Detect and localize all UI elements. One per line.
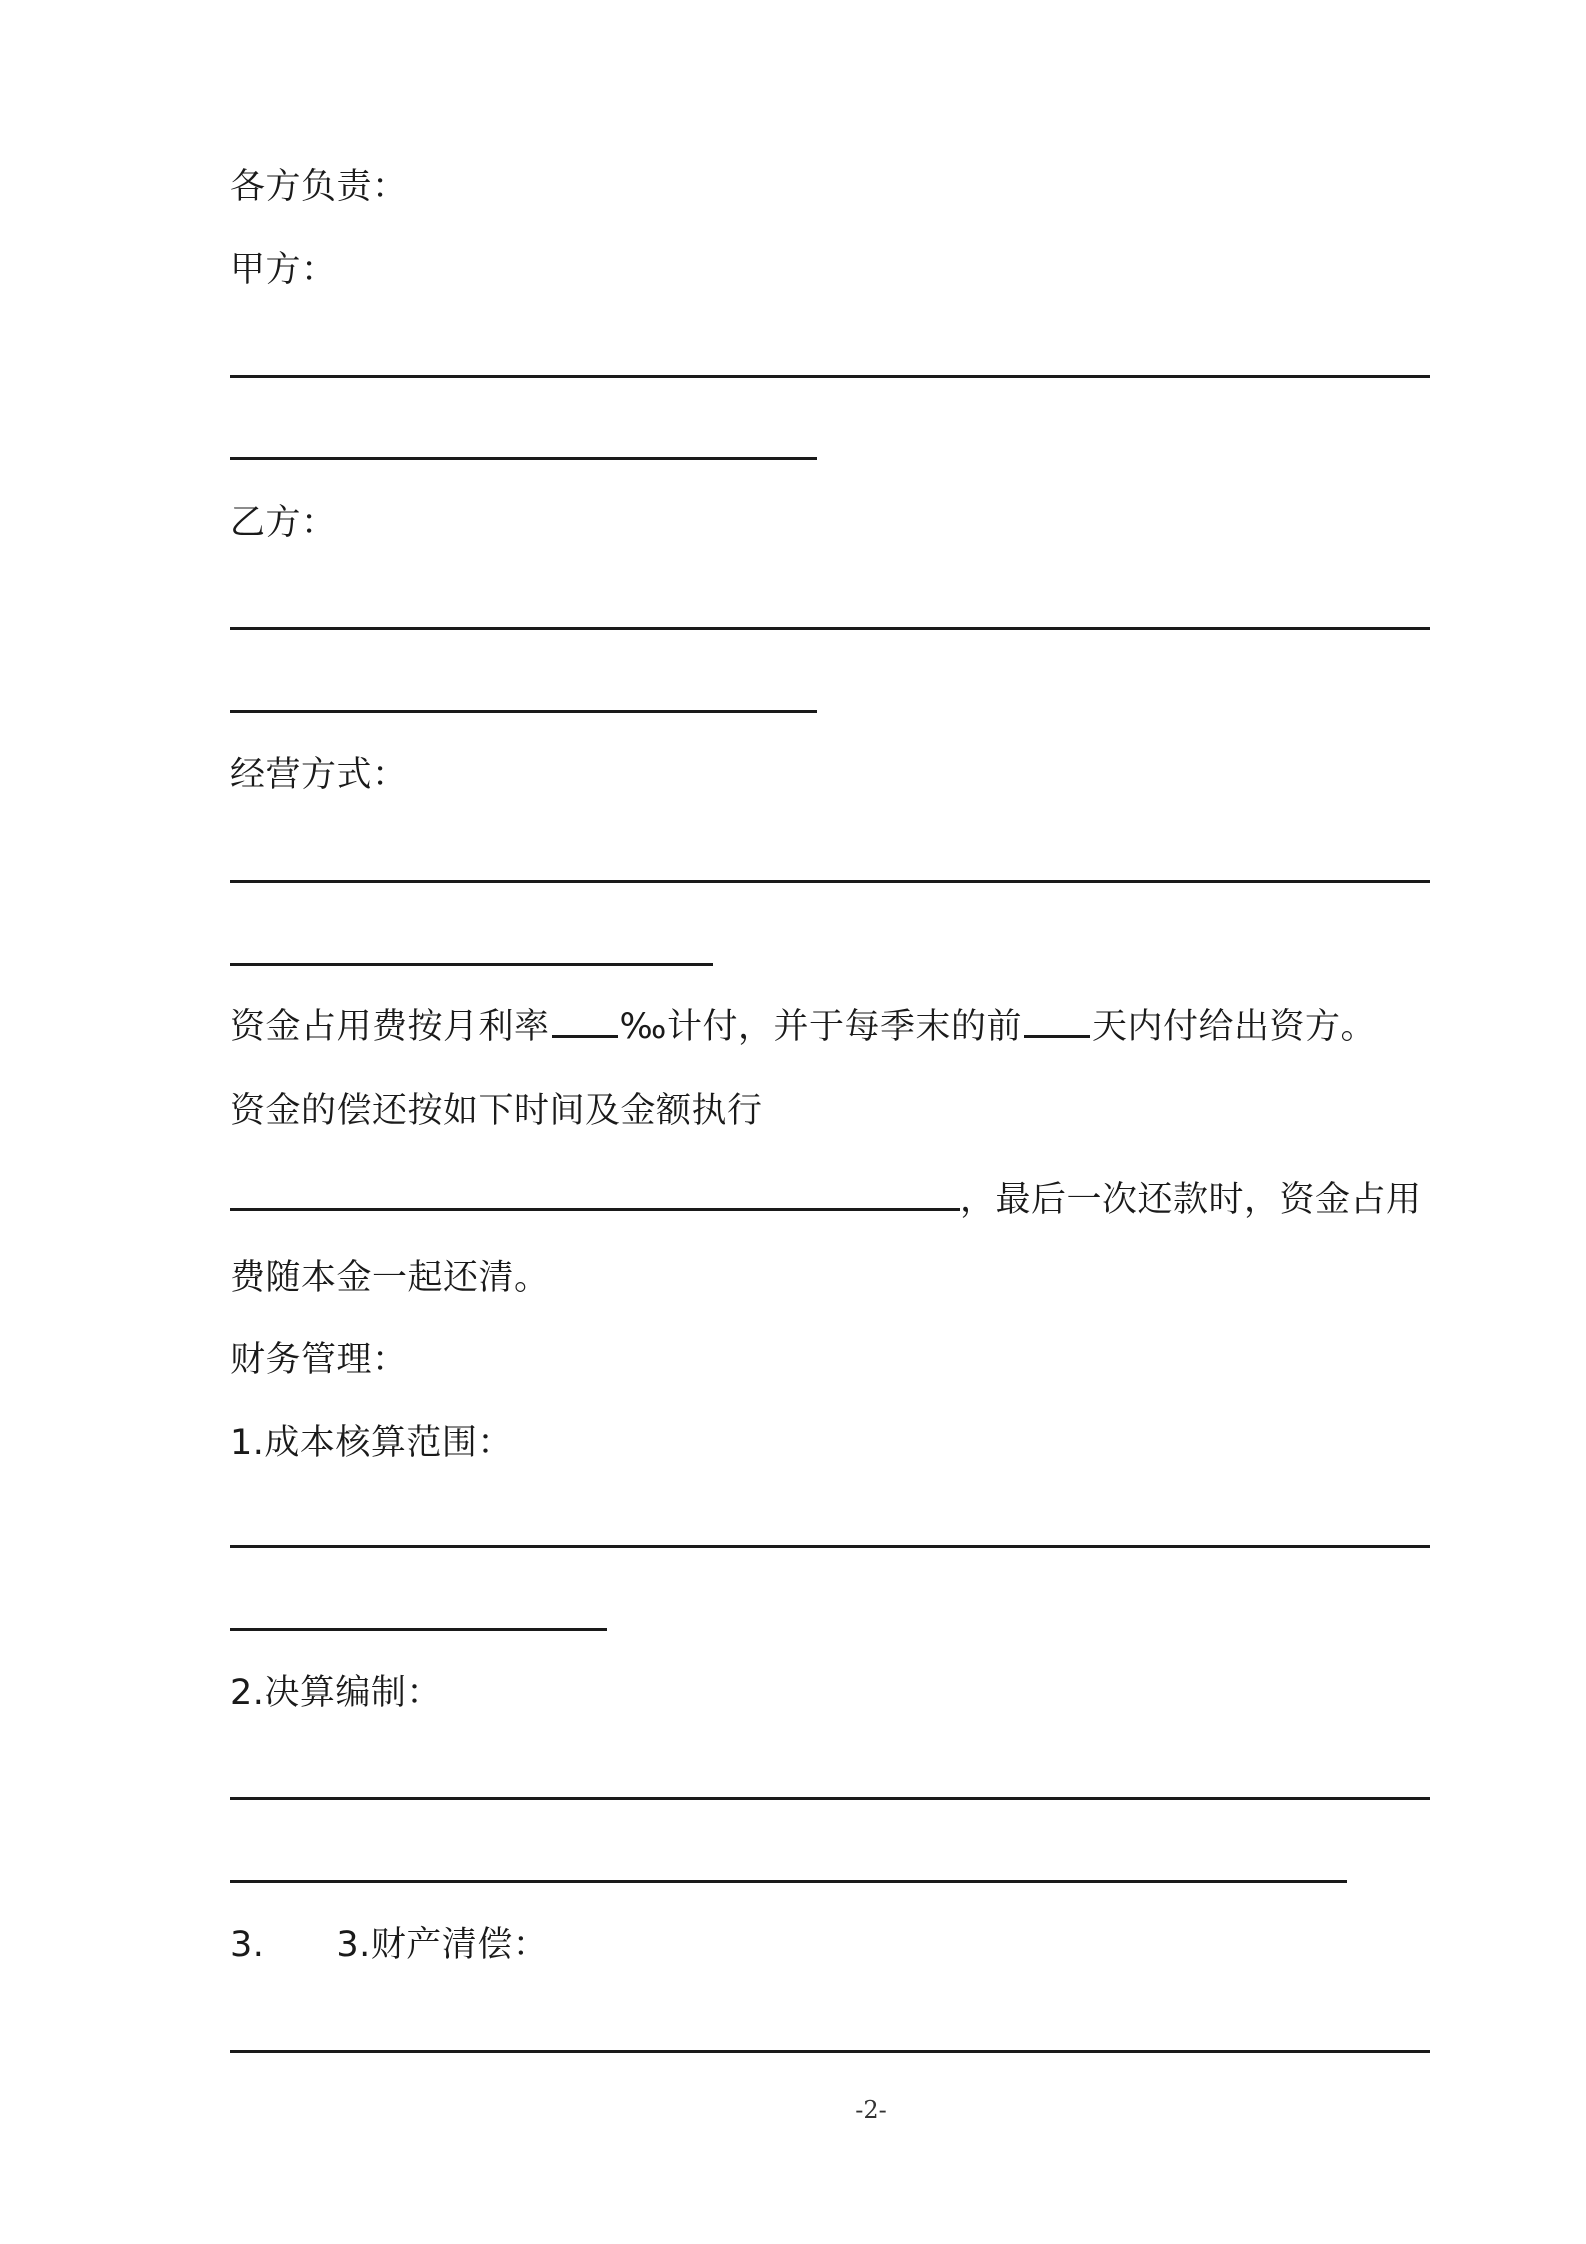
item2-blank-line-1 — [230, 1797, 1430, 1800]
fee-sentence — [230, 1007, 1376, 1047]
item1-blank-line-2 — [230, 1628, 607, 1631]
repay-suffix: ，最后一次还款时，资金占用 — [960, 1180, 1422, 1220]
heading-responsibility: 各方负责： — [230, 167, 408, 207]
repay-continuation: 费随本金一起还清。 — [230, 1258, 550, 1298]
finance-label: 财务管理： — [230, 1340, 408, 1380]
party-b-label: 乙方： — [230, 503, 337, 543]
party-a-blank-line-1 — [230, 375, 1430, 378]
operation-blank-line-2 — [230, 963, 713, 966]
fee-text-3: 天内付给出资方。 — [1091, 1007, 1376, 1047]
item1-label: 1.成本核算范围： — [230, 1423, 513, 1463]
item1-blank-line-1 — [230, 1545, 1430, 1548]
party-a-label: 甲方： — [230, 250, 337, 290]
party-b-blank-line-2 — [230, 710, 817, 713]
days-blank — [1024, 1007, 1090, 1038]
fee-text-2: ‰计付，并于每季末的前 — [619, 1007, 1022, 1047]
item3-label: 3.财产清偿： — [336, 1925, 549, 1965]
item2-blank-line-2 — [230, 1880, 1347, 1883]
item3-line — [230, 1925, 548, 1965]
item3-blank-line-1 — [230, 2050, 1430, 2053]
interest-rate-blank — [552, 1007, 618, 1038]
repay-schedule-blank — [230, 1180, 960, 1211]
fee-text-1: 资金占用费按月利率 — [230, 1007, 550, 1047]
item2-label: 2.决算编制： — [230, 1673, 442, 1713]
party-a-blank-line-2 — [230, 457, 817, 460]
repay-sentence — [230, 1180, 1422, 1220]
item3-number: 3. — [230, 1925, 265, 1965]
page-number: -2- — [855, 2096, 887, 2124]
repay-text: 资金的偿还按如下时间及金额执行 — [230, 1091, 763, 1131]
operation-blank-line-1 — [230, 880, 1430, 883]
party-b-blank-line-1 — [230, 627, 1430, 630]
operation-label: 经营方式： — [230, 755, 408, 795]
